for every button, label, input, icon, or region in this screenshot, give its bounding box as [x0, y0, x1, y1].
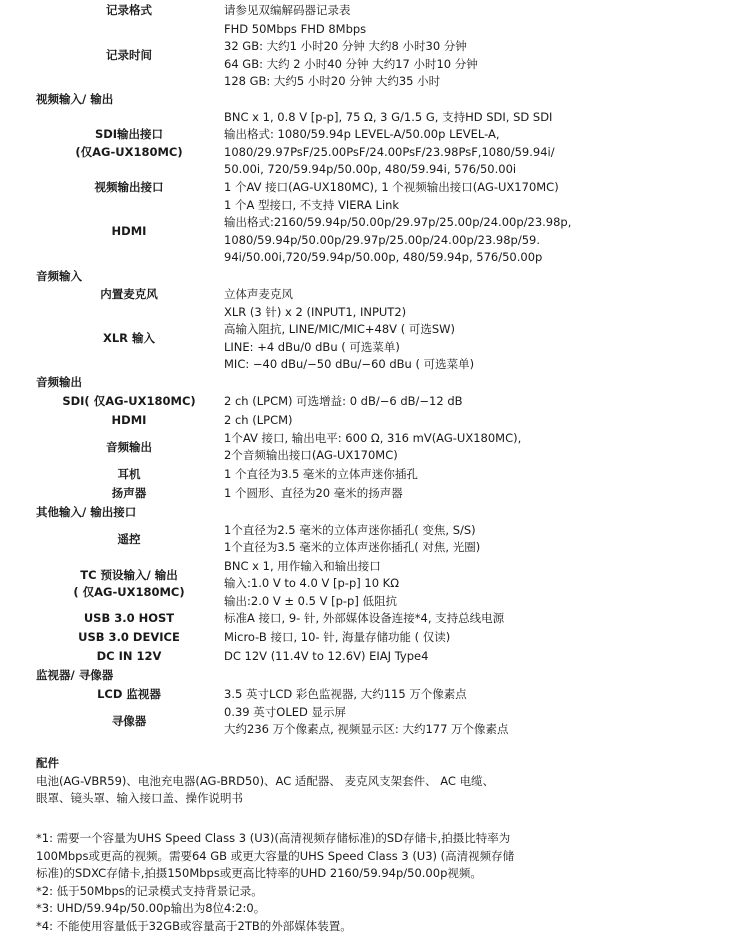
spec-label	[36, 629, 222, 646]
spec-label-line: LCD 监视器	[97, 687, 161, 701]
spec-label	[36, 126, 222, 161]
spec-value	[224, 430, 744, 465]
spec-value	[224, 304, 744, 373]
spec-value-line: 大约236 万个像素点, 视频显示区: 大约177 万个像素点	[224, 722, 509, 737]
footnote-line: *2: 低于50Mbps的记录模式支持背景记录。	[36, 883, 263, 898]
spec-label	[36, 412, 222, 429]
accessories-section	[36, 755, 736, 808]
spec-value-line: LINE: +4 dBu/0 dBu ( 可选菜单)	[224, 339, 400, 354]
spec-value	[224, 2, 744, 19]
spec-value-line: Micro-B 接口, 10- 针, 海量存储功能 ( 仅读)	[224, 630, 451, 644]
spec-value	[224, 704, 744, 739]
spec-value	[224, 466, 744, 483]
spec-value	[224, 179, 744, 196]
spec-value-line: 128 GB: 大约5 小时20 分钟 大约35 小时	[224, 73, 441, 88]
section-heading: 视频输入/ 输出	[36, 92, 114, 106]
spec-label-line: 内置麦克风	[100, 287, 158, 301]
spec-label-line: SDI( 仅AG-UX180MC)	[62, 394, 196, 408]
spec-value-line: 输出格式:2160/59.94p/50.00p/29.97p/25.00p/24.00p/23.98p,	[224, 215, 572, 230]
spec-label-line: 音频输出	[106, 439, 152, 454]
spec-value-line: 0.39 英寸OLED 显示屏	[224, 705, 346, 719]
spec-value-line: 高输入阻抗, LINE/MIC/MIC+48V ( 可选SW)	[224, 322, 456, 337]
spec-value	[224, 610, 744, 627]
spec-value	[224, 629, 744, 646]
spec-value-line: 2 ch (LPCM) 可选增益: 0 dB/−6 dB/−12 dB	[224, 394, 463, 408]
spec-value-line: 1个直径为2.5 毫米的立体声迷你插孔( 变焦, S/S)	[224, 523, 476, 537]
spec-label-line: SDI输出接口	[94, 127, 164, 142]
spec-label	[36, 330, 222, 347]
spec-value-line: 1个直径为3.5 毫米的立体声迷你插孔( 对焦, 光圈)	[224, 540, 481, 555]
accessories-title: 配件	[36, 756, 59, 770]
spec-value-line: 输出格式: 1080/59.94p LEVEL-A/50.00p LEVEL-A,	[224, 127, 500, 142]
spec-label	[36, 47, 222, 64]
spec-label-line: XLR 输入	[102, 330, 156, 345]
spec-value-line: 标准A 接口, 9- 针, 外部媒体设备连接*4, 支持总线电源	[224, 611, 505, 625]
section-heading: 音频输出	[36, 375, 82, 389]
footnote-line: *4: 不能使用容量低于32GB或容量高于2TB的外部媒体装置。	[36, 918, 352, 933]
spec-label-line: 耳机	[117, 467, 141, 481]
spec-label-line: 记录时间	[106, 47, 152, 62]
spec-label-line: HDMI	[111, 413, 147, 427]
spec-label-line: USB 3.0 HOST	[83, 611, 175, 625]
spec-value-line: 1080/29.97PsF/25.00PsF/24.00PsF/23.98PsF,1080/59.94i/	[224, 144, 555, 159]
accessories-line: 电池(AG-VBR59)、电池充电器(AG-BRD50)、AC 适配器、 麦克风支架套件、 AC 电缆、	[36, 773, 495, 788]
spec-value	[224, 522, 744, 557]
spec-value	[224, 412, 744, 429]
spec-label	[36, 393, 222, 410]
spec-label	[36, 2, 222, 19]
spec-label	[36, 686, 222, 703]
spec-value-line: DC 12V (11.4V to 12.6V) EIAJ Type4	[224, 649, 429, 663]
spec-label	[36, 223, 222, 240]
spec-value	[224, 686, 744, 703]
footnotes	[36, 830, 736, 935]
spec-label	[36, 286, 222, 303]
spec-value-line: 3.5 英寸LCD 彩色监视器, 大约115 万个像素点	[224, 687, 467, 701]
spec-value-line: 64 GB: 大约 2 小时40 分钟 大约17 小时10 分钟	[224, 56, 478, 71]
spec-value-line: 1 个圆形、直径为20 毫米的扬声器	[224, 486, 403, 500]
spec-value	[224, 109, 744, 178]
spec-value-line: FHD 50Mbps FHD 8Mbps	[224, 22, 367, 36]
spec-label	[36, 531, 222, 548]
spec-value	[224, 21, 744, 90]
spec-value	[224, 485, 744, 502]
spec-value-line: BNC x 1, 用作输入和输出接口	[224, 559, 381, 573]
spec-label	[36, 567, 222, 602]
section-heading: 监视器/ 寻像器	[36, 668, 114, 682]
spec-value-line: 1 个AV 接口(AG-UX180MC), 1 个视频输出接口(AG-UX170MC)	[224, 180, 559, 194]
spec-value	[224, 393, 744, 410]
spec-value-line: 输出:2.0 V ± 0.5 V [p-p] 低阻抗	[224, 593, 397, 608]
spec-label	[36, 713, 222, 730]
spec-label-line: 视频输出接口	[94, 180, 164, 194]
spec-value	[224, 197, 744, 266]
spec-value	[224, 558, 744, 610]
spec-value-line: 1 个直径为3.5 毫米的立体声迷你插孔	[224, 467, 418, 481]
spec-label-line: 记录格式	[106, 3, 152, 17]
spec-label-line: TC 预设输入/ 输出	[80, 567, 178, 582]
spec-value-line: 输入:1.0 V to 4.0 V [p-p] 10 KΩ	[224, 576, 400, 591]
spec-label	[36, 485, 222, 502]
section-heading: 其他输入/ 输出接口	[36, 505, 137, 519]
footnote-line: *1: 需要一个容量为UHS Speed Class 3 (U3)(高清视频存储标准)的SD存储卡,拍摄比特率为	[36, 831, 511, 845]
spec-value-line: 立体声麦克风	[224, 287, 293, 301]
spec-value-line: 32 GB: 大约1 小时20 分钟 大约8 小时30 分钟	[224, 39, 467, 54]
footnote-line: *3: UHD/59.94p/50.00p输出为8位4:2:0。	[36, 901, 266, 915]
spec-label-line: DC IN 12V	[96, 649, 162, 663]
spec-value-line: XLR (3 针) x 2 (INPUT1, INPUT2)	[224, 305, 407, 319]
spec-label-line: USB 3.0 DEVICE	[78, 630, 180, 644]
spec-label-line: ( 仅AG-UX180MC)	[73, 584, 185, 599]
spec-value-line: BNC x 1, 0.8 V [p-p], 75 Ω, 3 G/1.5 G, 支持HD SDI, SD SDI	[224, 110, 553, 124]
spec-value-line: MIC: −40 dBu/−50 dBu/−60 dBu ( 可选菜单)	[224, 356, 475, 371]
spec-value	[224, 286, 744, 303]
spec-label	[36, 610, 222, 627]
spec-label	[36, 466, 222, 483]
spec-value-line: 2 ch (LPCM)	[224, 413, 293, 427]
spec-label	[36, 179, 222, 196]
footnote-line: 100Mbps或更高的视频。需要64 GB 或更大容量的UHS Speed Class 3 (U3) (高清视频存储	[36, 848, 515, 863]
spec-label	[36, 648, 222, 665]
spec-label-line: 遥控	[117, 531, 141, 546]
spec-value-line: 1080/59.94p/50.00p/29.97p/25.00p/24.00p/23.98p/59.	[224, 232, 541, 247]
spec-value-line: 1 个A 型接口, 不支持 VIERA Link	[224, 198, 400, 212]
accessories-line: 眼罩、镜头罩、输入接口盖、操作说明书	[36, 791, 243, 805]
footnote-line: 标准)的SDXC存储卡,拍摄150Mbps或更高比特率的UHD 2160/59.94p/50.00p视频。	[36, 866, 482, 880]
spec-value-line: 请参见双编解码器记录表	[224, 3, 351, 17]
spec-label	[36, 439, 222, 456]
spec-value	[224, 648, 744, 665]
spec-label-line: HDMI	[111, 223, 147, 238]
spec-value-line: 2个音频输出接口(AG-UX170MC)	[224, 448, 398, 463]
spec-value-line: 94i/50.00i,720/59.94p/50.00p, 480/59.94p, 576/50.00p	[224, 249, 543, 264]
spec-label-line: 扬声器	[111, 486, 147, 500]
spec-value-line: 1个AV 接口, 输出电平: 600 Ω, 316 mV(AG-UX180MC),	[224, 431, 522, 445]
spec-value-line: 50.00i, 720/59.94p/50.00p, 480/59.94i, 576/50.00i	[224, 161, 517, 176]
spec-label-line: (仅AG-UX180MC)	[75, 144, 183, 159]
section-heading: 音频输入	[36, 269, 82, 283]
spec-label-line: 寻像器	[111, 713, 147, 728]
